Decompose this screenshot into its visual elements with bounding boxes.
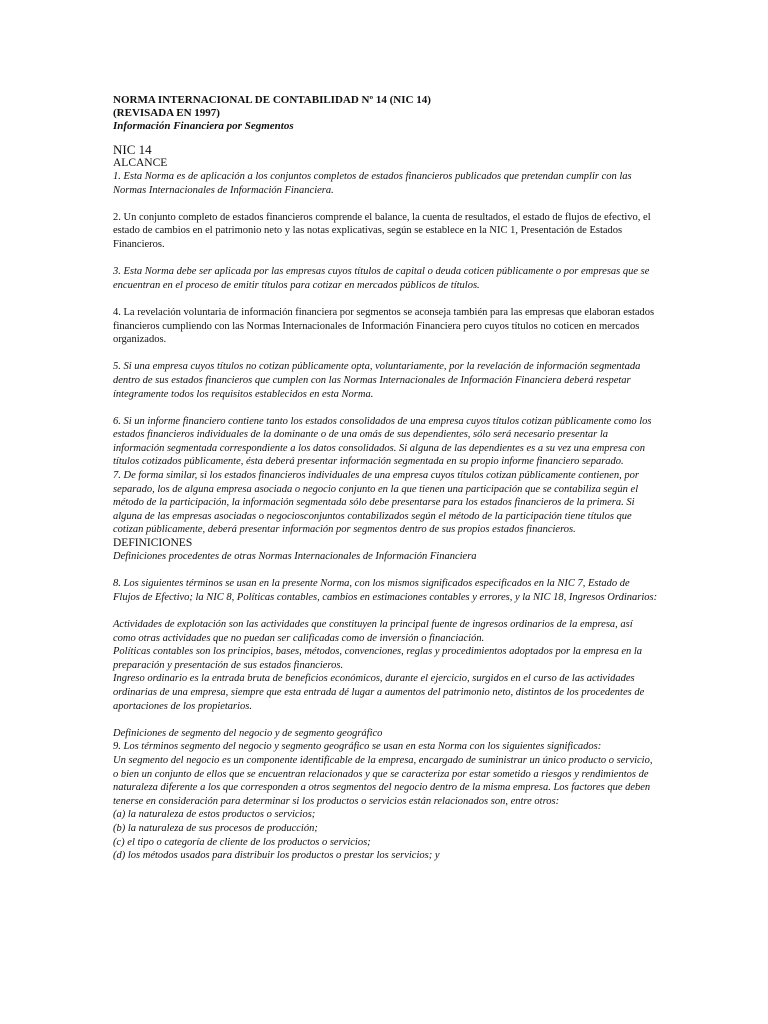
paragraph-2: 2. Un conjunto completo de estados financieros comprende el balance, la cuenta de resultados, el estado de flujos de efectivo, el estado de cambios en el patrimonio neto y las notas explicativas, según se establece en la NIC 1, Presentación de Estados Financieros. (113, 211, 651, 250)
paragraph-3: 3. Esta Norma debe ser aplicada por las empresas cuyos títulos de capital o deuda coticen públicamente o por empresas que se encuentran en el proceso de emitir títulos para cotizar en mercados públicos de títulos. (113, 266, 650, 291)
paragraph-1: 1. Esta Norma es de aplicación a los conjuntos completos de estados financieros publicados que pretendan cumplir con las Normas Internacionales de Información Financiera. (113, 171, 632, 196)
revision-note: (REVISADA EN 1997) (113, 107, 220, 119)
document-title: NORMA INTERNACIONAL DE CONTABILIDAD Nº 14 (NIC 14) (113, 94, 431, 106)
definitions-subheading: Definiciones procedentes de otras Normas Internacionales de Información Financiera (113, 551, 477, 563)
list-item-b: (b) la naturaleza de sus procesos de producción; (113, 822, 318, 834)
definition-politicas: Políticas contables son los principios, bases, métodos, convenciones, reglas y procedimientos adoptados por la empresa en la preparación y presentación de sus estados financieros. (113, 646, 643, 671)
list-item-d: (d) los métodos usados para distribuir los productos o prestar los servicios; y (113, 850, 440, 862)
definition-actividades: Actividades de explotación son las actividades que constituyen la principal fuente de ingresos ordinarios de la empresa, así como otras actividades que no puedan ser calificadas como de inversión o financiación. (113, 619, 633, 644)
paragraph-7: 7. De forma similar, si los estados financieros individuales de una empresa cuyos títulos cotizan públicamente contienen, por separado, los de alguna empresa asociada o negocio conjunto en la que tienen una participación que se contabiliza según el método de la participación, la información segmentada sólo debe presentarse para los estados financieros de la primera. Si alguna de las empresas asociadas o negociosconjuntos contabilizados según el método de la participación tiene títulos que cotizan públicamente, deberá presentar información por segmentos dentro de sus propios estados financieros. (113, 470, 639, 536)
paragraph-9-body: Un segmento del negocio es un componente identificable de la empresa, encargado de suministrar un único producto o servicio, o bien un conjunto de ellos que se encuentran relacionados y que se caracteriza por estar sometido a riesgos y rendimientos de naturaleza diferente a los que corresponden a otros segmentos del negocio dentro de la misma empresa. Los factores que deben tenerse en consideración para determinar si los productos o servicios están relacionados son, entre otros: (113, 754, 653, 807)
segment-definitions-heading: Definiciones de segmento del negocio y de segmento geográfico (113, 727, 383, 739)
section-heading-definiciones: DEFINICIONES (113, 537, 193, 550)
list-item-a: (a) la naturaleza de estos productos o servicios; (113, 809, 316, 821)
paragraph-4: 4. La revelación voluntaria de información financiera por segmentos se aconseja también para las empresas que elaboran estados financieros cumpliendo con las Normas Internacionales de Información Financiera pero cuyos títulos no coticen en mercados organizados. (113, 306, 655, 346)
section-heading-alcance: ALCANCE (113, 157, 168, 169)
paragraph-9: 9. Los términos segmento del negocio y segmento geográfico se usan en esta Norma con los siguientes significados: (113, 741, 602, 753)
document-subtitle: Información Financiera por Segmentos (113, 120, 294, 132)
paragraph-6: 6. Si un informe financiero contiene tanto los estados consolidados de una empresa cuyos títulos cotizan públicamente como los estados financieros individuales de la dominante o de una omás de sus dependientes, sólo será necesario presentar la información segmentada correspondiente a los datos consolidados. Si alguna de las dependientes es a su vez una empresa con títulos cotizados públicamente, ésta deberá presentar información segmentada en su propio informe financiero separado. (113, 415, 652, 468)
section-code: NIC 14 (113, 142, 152, 157)
definition-ingreso: Ingreso ordinario es la entrada bruta de beneficios económicos, durante el ejercicio, surgidos en el curso de las actividades ordinarias de una empresa, siempre que esta entrada dé lugar a aumentos del patrimonio neto, distintos de los procedentes de aportaciones de los propietarios. (113, 673, 645, 712)
paragraph-5: 5. Si una empresa cuyos títulos no cotizan públicamente opta, voluntariamente, por la revelación de información segmentada dentro de sus estados financieros que cumplen con las Normas Internacionales de Información Financiera deberá respetar íntegramente todos los requisitos establecidos en esta Norma. (113, 361, 641, 400)
list-item-c: (c) el tipo o categoría de cliente de los productos o servicios; (113, 836, 371, 848)
paragraph-8: 8. Los siguientes términos se usan en la presente Norma, con los mismos significados especificados en la NIC 7, Estado de Flujos de Efectivo; la NIC 8, Políticas contables, cambios en estimaciones contables y errores, y la NIC 18, Ingresos Ordinarios: (113, 578, 658, 603)
